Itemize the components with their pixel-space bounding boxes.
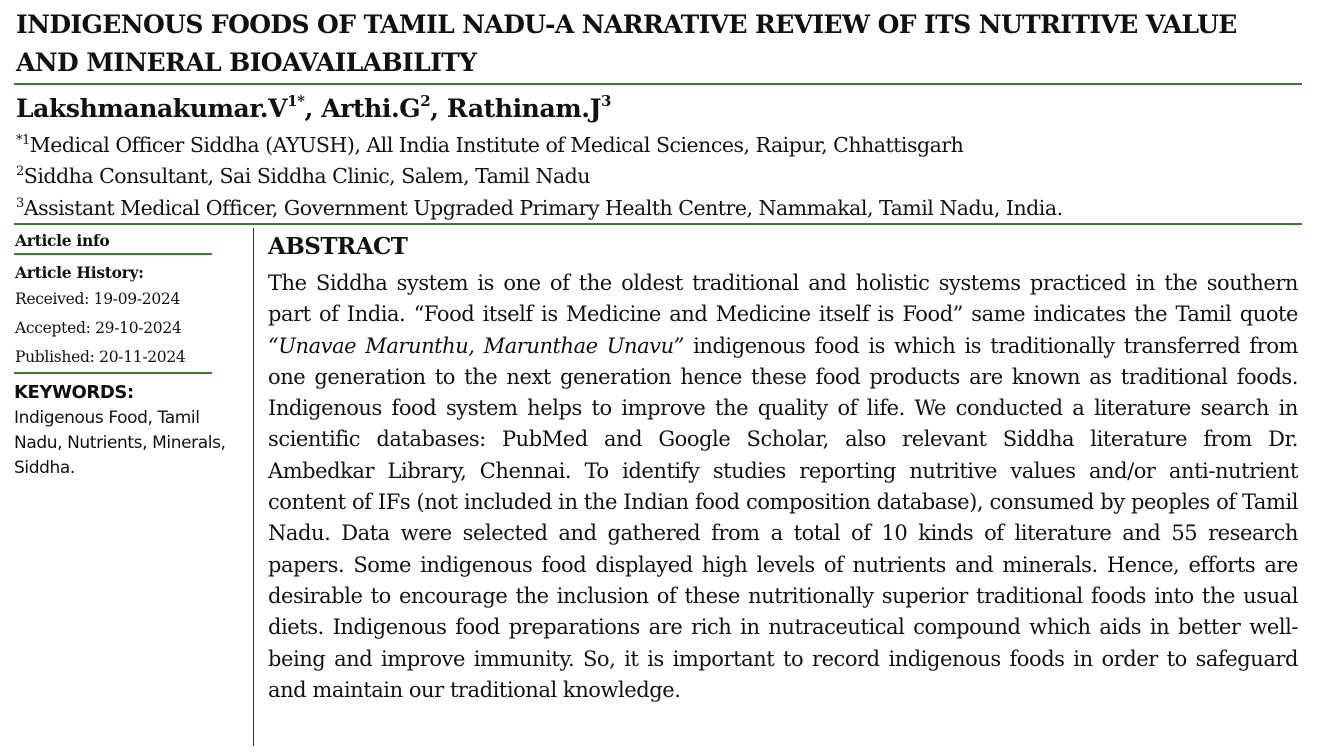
author-name: Arthi.G bbox=[321, 94, 421, 123]
author-name: Rathinam.J bbox=[446, 94, 602, 123]
author-name: Lakshmanakumar.V bbox=[16, 94, 288, 123]
keywords-heading: KEYWORDS: bbox=[14, 382, 134, 403]
affiliation-1 bbox=[16, 130, 963, 160]
affiliation-mark: 2 bbox=[16, 164, 24, 180]
author-affiliation-mark: 2 bbox=[420, 91, 431, 110]
abstract-text-part-2: indigenous food is which is traditionally transferred from one generation to the next generation hence these food products are known as traditional foods. Indigenous food system helps to improve the quality of life. We conducted a literature search in scientific databases: PubMed and Google Scholar, also relevant Siddha literature from Dr. Ambedkar Library, Chennai. To identify studies reporting nutritive values and/or anti-nutrient content of IFs (not included in the Indian food composition database), consumed by peoples of Tamil Nadu. Data were selected and gathered from a total of 10 kinds of literature and 55 research papers. Some indigenous food displayed high levels of nutrients and minerals. Hence, efforts are desirable to encourage the inclusion of these nutritionally superior traditional foods into the usual diets. Indigenous food preparations are rich in nutraceutical compound which aids in better well-being and improve immunity. So, it is important to record indigenous foods in order to safeguard and maintain our traditional knowledge. bbox=[268, 333, 1298, 702]
title-divider bbox=[14, 83, 1302, 85]
accepted-date: Accepted: 29-10-2024 bbox=[15, 319, 182, 337]
author-affiliation-mark: 3 bbox=[601, 91, 612, 110]
abstract-body bbox=[268, 268, 1298, 706]
affiliation-mark: *1 bbox=[16, 133, 30, 149]
received-date: Received: 19-09-2024 bbox=[15, 290, 181, 308]
affiliation-mark: 3 bbox=[16, 196, 24, 212]
author-separator: , bbox=[304, 94, 322, 123]
article-history-title: Article History: bbox=[15, 263, 144, 282]
published-date: Published: 20-11-2024 bbox=[15, 348, 186, 366]
article-info-sidebar bbox=[14, 229, 226, 481]
column-divider bbox=[253, 228, 254, 746]
author-separator: , bbox=[430, 94, 447, 123]
affiliation-text: Siddha Consultant, Sai Siddha Clinic, Salem, Tamil Nadu bbox=[23, 164, 590, 188]
affiliation-text: Medical Officer Siddha (AYUSH), All India Institute of Medical Sciences, Raipur, Chhattisgarh bbox=[29, 133, 964, 157]
affiliation-2 bbox=[16, 161, 590, 191]
affiliation-3 bbox=[16, 193, 1063, 223]
header-divider bbox=[14, 223, 1302, 225]
article-info-divider bbox=[14, 253, 212, 255]
author-affiliation-mark: 1* bbox=[287, 91, 305, 110]
affiliation-text: Assistant Medical Officer, Government Upgraded Primary Health Centre, Nammakal, Tamil Nadu, India. bbox=[23, 196, 1063, 220]
article-info-heading: Article info bbox=[15, 231, 110, 250]
tamil-quote: “Unavae Marunthu, Marunthae Unavu” bbox=[268, 333, 684, 358]
history-divider bbox=[14, 372, 212, 374]
abstract-text-part-1: The Siddha system is one of the oldest traditional and holistic systems practiced in the southern part of India. “Food itself is Medicine and Medicine itself is Food” same indicates the Tamil quote bbox=[268, 271, 1298, 327]
abstract-heading: ABSTRACT bbox=[268, 233, 408, 260]
paper-title: INDIGENOUS FOODS OF TAMIL NADU-A NARRATIVE REVIEW OF ITS NUTRITIVE VALUE AND MINERAL BIOAVAILABILITY bbox=[16, 10, 1237, 77]
keywords-text: Indigenous Food, Tamil Nadu, Nutrients, Minerals, Siddha. bbox=[14, 408, 226, 478]
author-list bbox=[16, 90, 611, 128]
